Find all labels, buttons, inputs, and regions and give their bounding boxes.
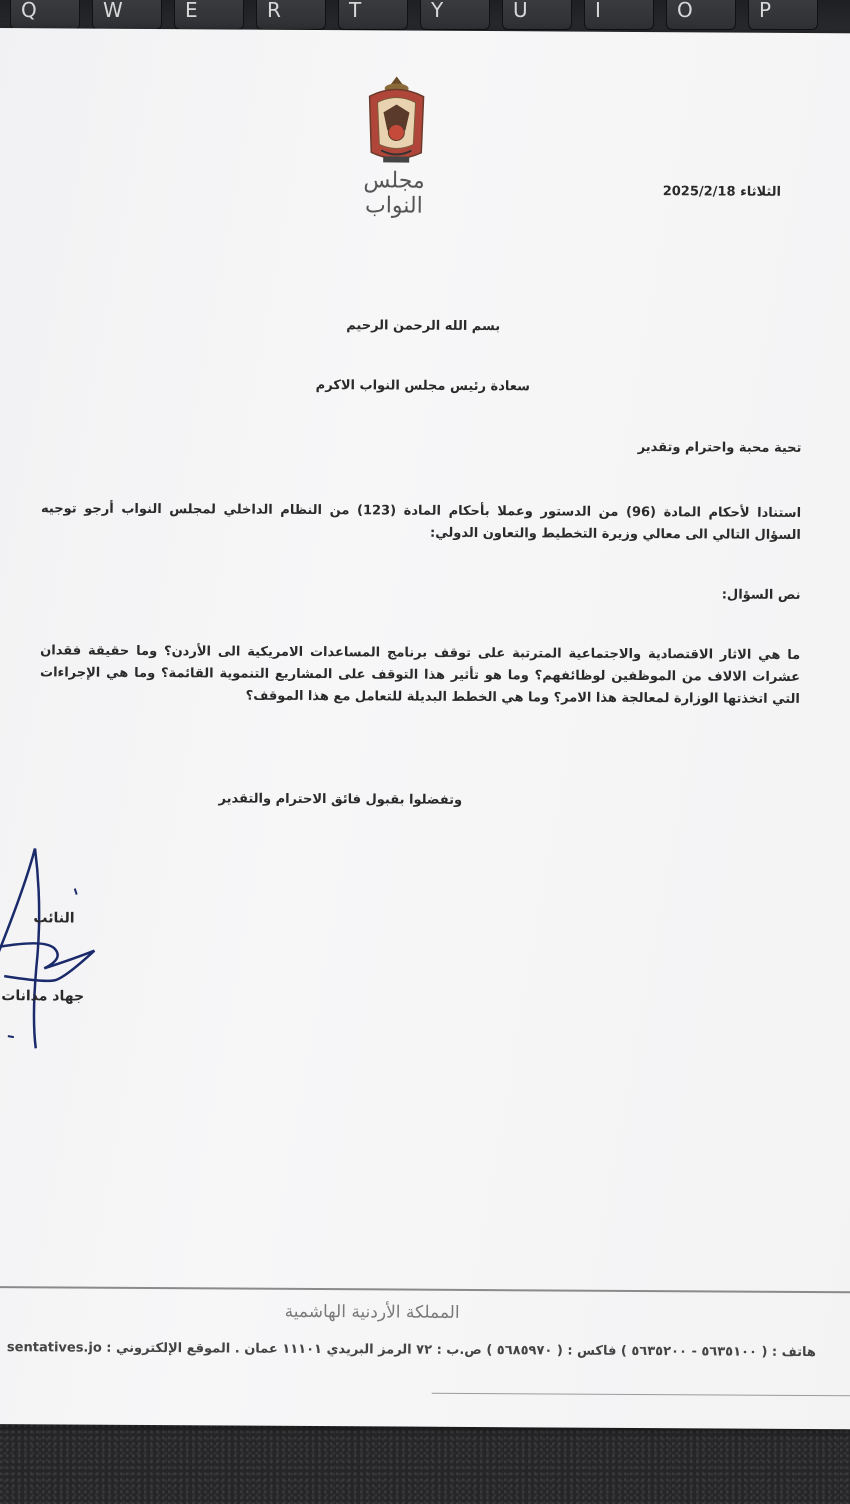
keyboard-key: E (174, 0, 244, 30)
question-heading: نص السؤال: (721, 587, 801, 603)
keyboard-key: Q (10, 0, 80, 30)
closing: وتفضلوا بقبول فائق الاحترام والتقدير (218, 791, 463, 808)
footer-contact-line: هاتف : ( ٥٦٣٥١٠٠ - ٥٦٣٥٢٠٠ ) فاكس : ( ٥٦٨٥٩٧٠ ) ص.ب : ٧٢ الرمز البريدي ١١١٠١ عمان . الموقع الإلكتروني : sentatives.jo (6, 1340, 816, 1361)
basmala: بسم الله الرحمن الرحيم (346, 318, 501, 335)
footer-emblem-text: المملكة الأردنية الهاشمية (284, 1301, 460, 1323)
keyboard-key: Y (420, 0, 490, 30)
keyboard-key: P (748, 0, 818, 30)
keyboard-key: U (502, 0, 572, 30)
keyboard-key: T (338, 0, 408, 30)
institution-logo-text: مجلس النواب (363, 168, 425, 219)
keyboard-key: I (584, 0, 654, 30)
signature-name: جهاد مدانات (1, 988, 85, 1005)
letter-date: الثلاثاء 2025/2/18 (662, 184, 782, 200)
jordan-crest-icon (361, 72, 432, 172)
question-text: ما هي الاثار الاقتصادية والاجتماعية المترتبة على توقف برنامج المساعدات الامريكية الى الأردن؟ وما حقيقة فقدان عشرات الالاف من الموظفين لوظائفهم؟ وما هو تأثير هذا التوقف على المشاريع التنموية القائمة؟ وما هي الإجراءات التي اتخذتها الوزارة لمعالجة هذا الامر؟ وما هي الخطط البديلة للتعامل مع هذا الموقف؟ (40, 643, 801, 707)
intro-paragraph: استنادا لأحكام المادة (96) من الدستور وعملا بأحكام المادة (123) من النظام الداخلي لمجلس النواب أرجو توجيه السؤال التالي الى معالي وزيرة التخطيط والتعاون الدولي: (41, 501, 802, 543)
addressee: سعادة رئيس مجلس النواب الاكرم (315, 377, 530, 395)
letter-page (0, 28, 850, 1429)
footer-underline (432, 1393, 850, 1397)
handwritten-signature-icon (0, 848, 125, 1069)
footer-divider (0, 1286, 850, 1293)
keyboard-key: W (92, 0, 162, 30)
greeting: تحية محبة واحترام وتقدير (637, 439, 802, 456)
signature-title: النائب (33, 910, 75, 927)
keyboard-key: R (256, 0, 326, 30)
keyboard-key: O (666, 0, 736, 30)
signature-block (0, 848, 125, 1069)
